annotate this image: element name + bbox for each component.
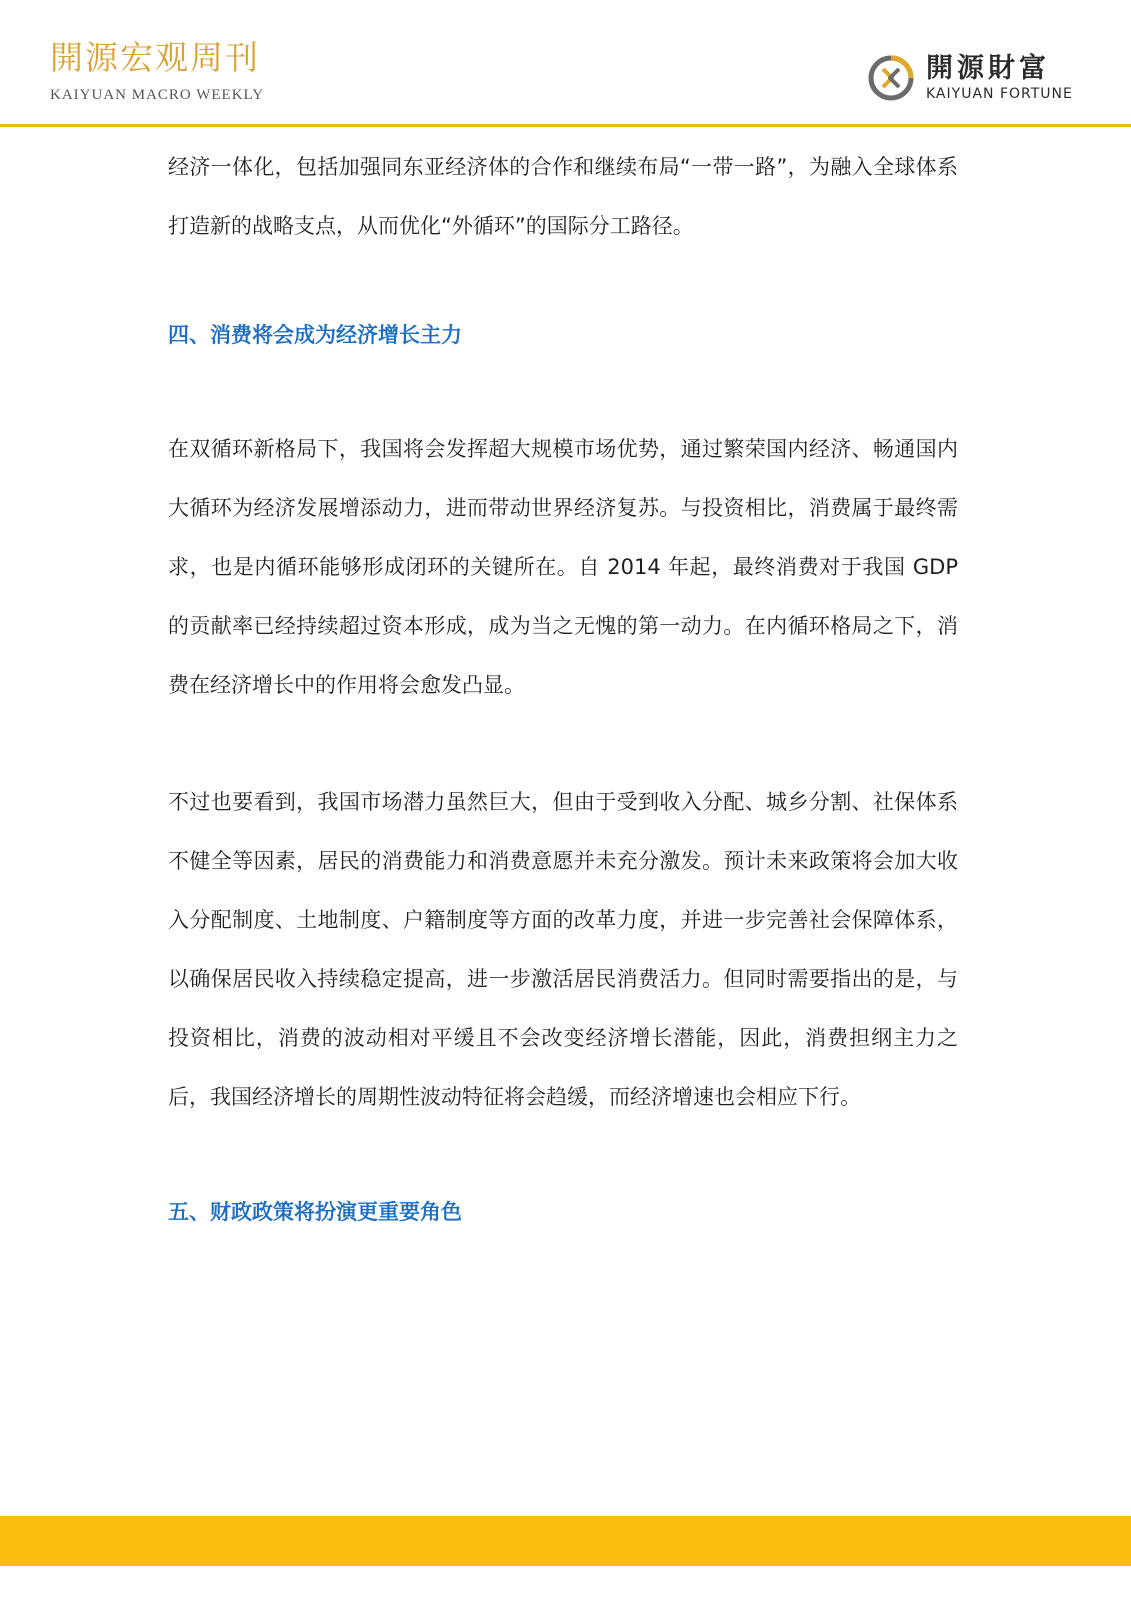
company-name bbox=[926, 54, 1073, 102]
kaiyuan-logo-icon bbox=[866, 53, 916, 103]
company-name-en: KAIYUAN FORTUNE bbox=[926, 86, 1073, 102]
paragraph-consumption-constraints: 不过也要看到，我国市场潜力虽然巨大，但由于受到收入分配、城乡分割、社保体系不健全等因素，居民的消费能力和消费意愿并未充分激发。预计未来政策将会加大收入分配制度、土地制度、户籍制度等方面的改革力度，并进一步完善社会保障体系，以确保居民收入持续稳定提高，进一步激活居民消费活力。但同时需要指出的是，与投资相比，消费的波动相对平缓且不会改变经济增长潜能，因此，消费担纲主力之后，我国经济增长的周期性波动特征将会趋缓，而经济增速也会相应下行。 bbox=[168, 790, 958, 1109]
paragraph-integration: 经济一体化，包括加强同东亚经济体的合作和继续布局“一带一路”，为融入全球体系打造新的战略支点，从而优化“外循环”的国际分工路径。 bbox=[168, 155, 958, 238]
section-heading-consumption: 四、消费将会成为经济增长主力 bbox=[168, 323, 462, 347]
publication-title: 開源宏观周刊 bbox=[50, 38, 260, 77]
publication-brand bbox=[50, 38, 264, 104]
company-name-cn: 開源財富 bbox=[926, 53, 1050, 84]
footer-bar bbox=[0, 1516, 1131, 1566]
company-logo bbox=[866, 50, 1073, 106]
article-body bbox=[168, 138, 958, 1227]
header-divider bbox=[0, 124, 1131, 127]
section-heading-fiscal-policy: 五、财政政策将扮演更重要角色 bbox=[168, 1200, 462, 1224]
paragraph-consumption-driver: 在双循环新格局下，我国将会发挥超大规模市场优势，通过繁荣国内经济、畅通国内大循环为经济发展增添动力，进而带动世界经济复苏。与投资相比，消费属于最终需求，也是内循环能够形成闭环的关键所在。自 2014 年起，最终消费对于我国 GDP 的贡献率已经持续超过资本形成，成为当之无愧的第一动力。在内循环格局之下，消费在经济增长中的作用将会愈发凸显。 bbox=[168, 437, 958, 697]
publication-subtitle: KAIYUAN MACRO WEEKLY bbox=[50, 87, 265, 103]
page-header bbox=[0, 0, 1131, 126]
